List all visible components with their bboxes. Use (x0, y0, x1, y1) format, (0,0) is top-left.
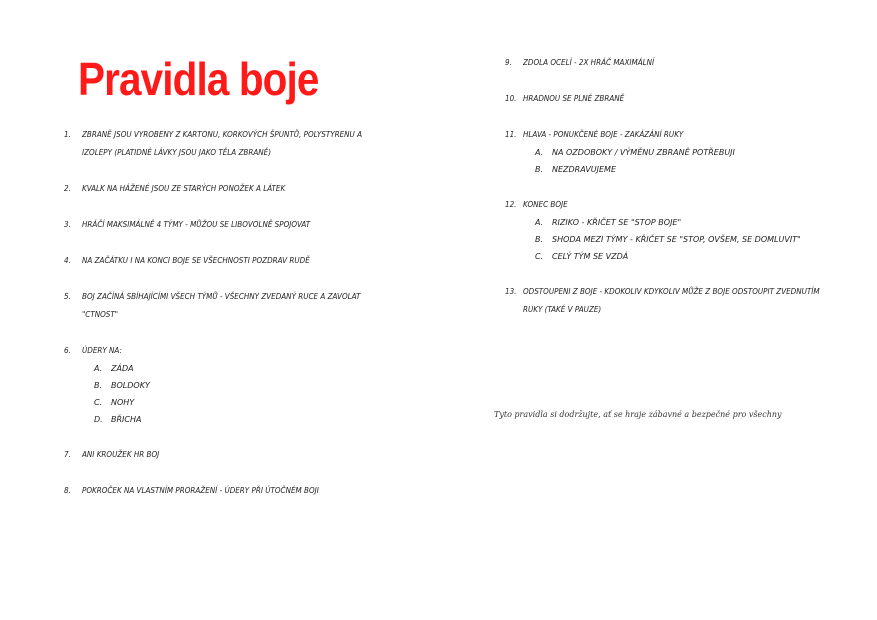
rule-8 (64, 482, 394, 500)
sub-item (94, 360, 394, 377)
rule-number: 8. (64, 486, 71, 495)
rule-7 (64, 446, 394, 464)
rule-text: ODSTOUPENI Z BOJE - KDOKOLIV KDYKOLIV MŮŽE Z BOJE ODSTOUPIT ZVEDNUTÍM RUKY (TAKÉ V PAUZE) (523, 287, 820, 314)
sub-item-number: B. (535, 165, 544, 174)
rule-number: 12. (505, 200, 517, 209)
rule-text: ZDOLA OCELÍ - 2X HRÁČ MAXIMÁLNÍ (523, 58, 655, 67)
sub-item-number: B. (535, 235, 544, 244)
rule-1 (64, 126, 394, 162)
rule-number: 3. (64, 220, 71, 229)
rule-12 (505, 196, 835, 214)
rule-2 (64, 180, 394, 198)
rule-13 (505, 283, 835, 319)
sub-item-text: NOHY (111, 398, 135, 407)
sub-item (535, 214, 835, 231)
rule-6 (64, 342, 394, 360)
rule-text: ANI KROUŽEK HR BOJ (82, 450, 160, 459)
rule-text: HRADNOU SE PLNÉ ZBRANĚ (523, 94, 625, 103)
rule-text: POKROČEK NA VLASTNÍM PRORAŽENÍ - ÚDERY PŘI ÚTOČNÉM BOJI (82, 486, 319, 495)
sub-item-number: C. (535, 252, 544, 261)
rule-text: NA ZAČÁTKU I NA KONCI BOJE SE VŠECHNOSTI POZDRAV RUDĚ (82, 256, 310, 265)
sub-item (535, 144, 835, 161)
rule-text: BOJ ZAČÍNÁ SBÍHAJÍCÍMI VŠECH TÝMŮ - VŠECHNY ZVEDANÝ RUCE A ZAVOLAT "CTNOST" (82, 292, 361, 319)
sub-item-text: SHODA MEZI TÝMY - KŘIČET SE "STOP, OVŠEM, SE DOMLUVIT" (552, 235, 801, 244)
sub-item-text: NA OZDOBOKY / VÝMĚNU ZBRANĚ POTŘEBUJI (552, 148, 735, 157)
page-title: Pravidla boje (78, 53, 319, 105)
rule-number: 11. (505, 130, 517, 139)
rule-number: 2. (64, 184, 71, 193)
rule-11-sublist (535, 144, 835, 178)
rule-number: 6. (64, 346, 71, 355)
rule-3 (64, 216, 394, 234)
sub-item (94, 394, 394, 411)
rule-text: HRÁČÍ MAKSIMÁLNĚ 4 TÝMY - MŮŽOU SE LIBOVOLNĚ SPOJOVAT (82, 220, 311, 229)
sub-item (535, 231, 835, 248)
sub-item (94, 411, 394, 428)
sub-item-text: BŘICHA (111, 415, 142, 424)
rule-number: 9. (505, 58, 512, 67)
sub-item (94, 377, 394, 394)
sub-item-number: B. (94, 381, 103, 390)
rule-11 (505, 126, 835, 144)
sub-item-text: CELÝ TÝM SE VZDÁ (552, 252, 629, 261)
rule-text: ZBRANĚ JSOU VYROBENY Z KARTONU, KORKOVÝCH ŠPUNTŮ, POLYSTYRENU A IZOLEPY (PLATIDNÉ LÁVKY JSOU JAKO TĚLA ZBRANĚ) (82, 130, 363, 157)
rule-text: HLAVA - PONUKČENÉ BOJE - ZAKÁZÁNÍ RUKY (523, 130, 684, 139)
rule-12-sublist (535, 214, 835, 265)
rule-number: 1. (64, 130, 71, 139)
sub-item-number: D. (94, 415, 103, 424)
sub-item-number: A. (535, 218, 544, 227)
rule-10 (505, 90, 835, 108)
footer-note: Tyto pravidla si dodržujte, ať se hraje zábavné a bezpečné pro všechny (494, 410, 782, 419)
rule-number: 5. (64, 292, 71, 301)
rule-number: 13. (505, 287, 517, 296)
sub-item-text: NEZDRAVUJEME (552, 165, 617, 174)
rule-6-sublist (94, 360, 394, 428)
rule-9 (505, 54, 835, 72)
sub-item-number: A. (535, 148, 544, 157)
sub-item-text: ZÁDA (111, 364, 134, 373)
rule-5 (64, 288, 394, 324)
sub-item-number: A. (94, 364, 103, 373)
rule-number: 4. (64, 256, 71, 265)
sub-item-text: BOLDOKY (111, 381, 150, 390)
rule-number: 7. (64, 450, 71, 459)
sub-item (535, 248, 835, 265)
rule-4 (64, 252, 394, 270)
sub-item (535, 161, 835, 178)
rules-list-right (505, 54, 835, 319)
rules-list-left (64, 126, 394, 500)
rule-text: KONEC BOJE (523, 200, 568, 209)
sub-item-text: RIZIKO - KŘIČET SE "STOP BOJE" (552, 218, 682, 227)
sub-item-number: C. (94, 398, 103, 407)
rule-text: ÚDERY NA: (82, 346, 122, 355)
rule-text: KVALK NA HÁŽENÉ JSOU ZE STARÝCH PONOŽEK A LÁTEK (82, 184, 286, 193)
rule-number: 10. (505, 94, 517, 103)
